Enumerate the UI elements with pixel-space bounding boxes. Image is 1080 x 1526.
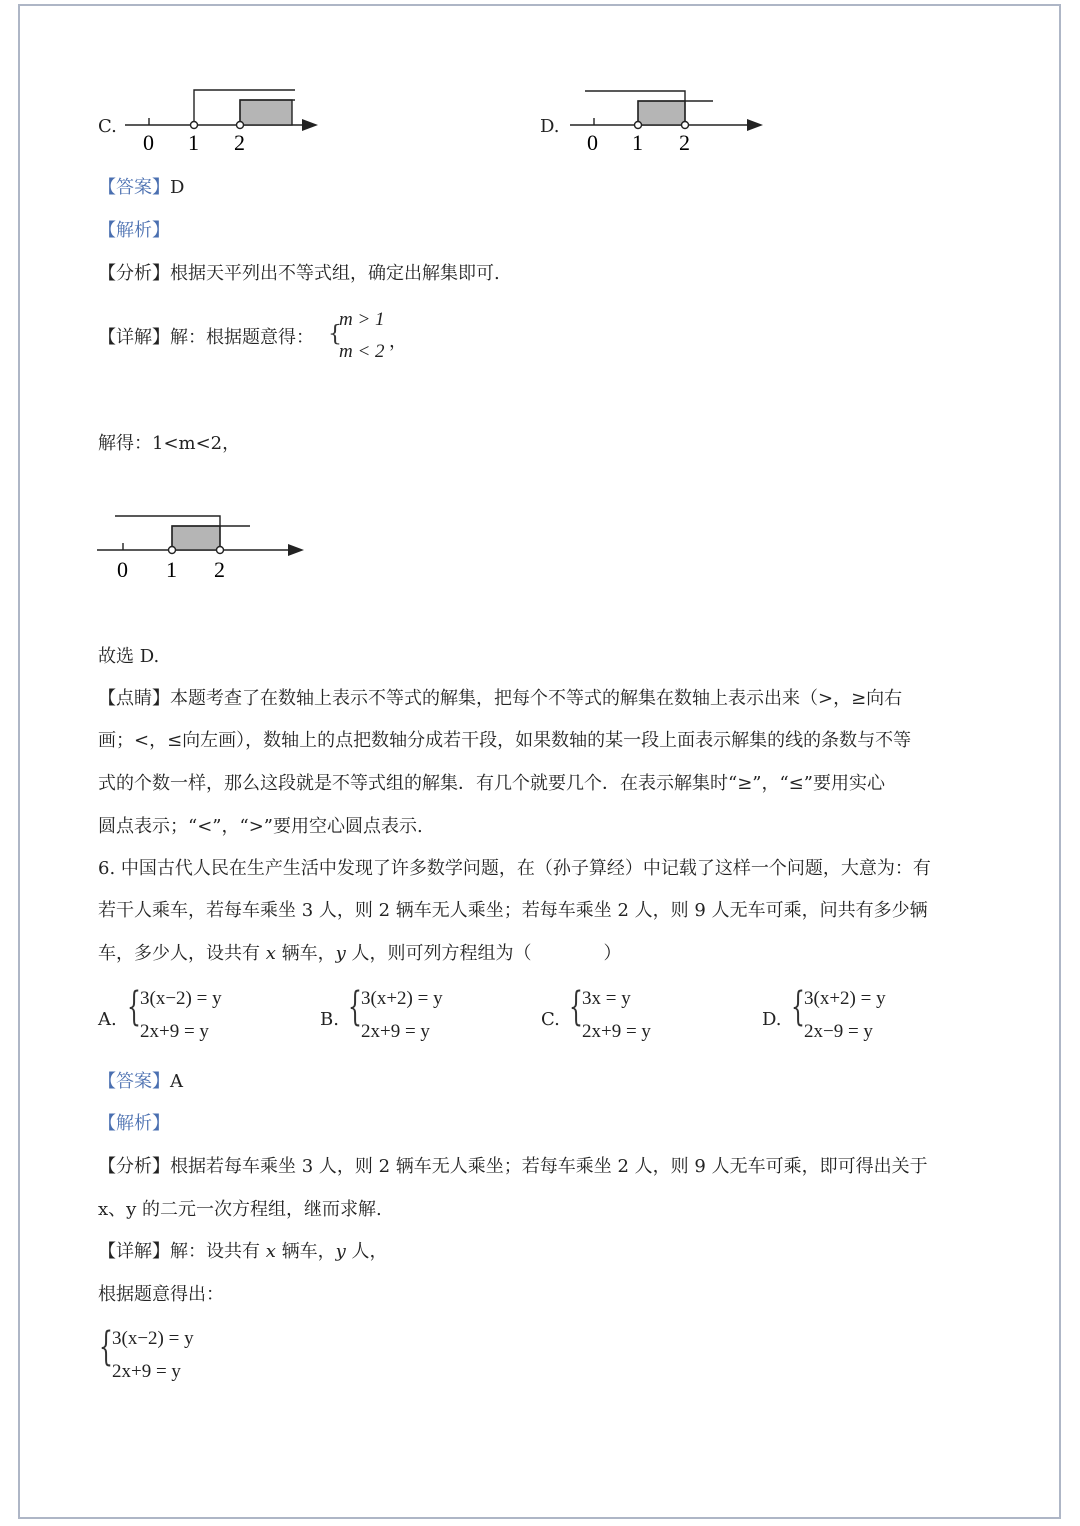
option-b-eq2: 2x+9 = y xyxy=(361,1021,430,1042)
dianjing-text: 本题考查了在数轴上表示不等式的解集，把每个不等式的解集在数轴上表示出来（>，≥向右 xyxy=(170,688,903,709)
q5-xiangjie xyxy=(98,326,314,350)
q6-stem-line-3 xyxy=(98,942,622,966)
q5-conclusion: 故选 D. xyxy=(98,646,160,667)
answer-tag: 【答案】 xyxy=(98,177,170,198)
option-d-brace: { xyxy=(791,984,805,1030)
tick-label: 2 xyxy=(214,557,225,582)
xiangjie-text: 人， xyxy=(345,1241,388,1262)
var-x: x xyxy=(265,943,276,964)
q6-stem-line-1: 6. 中国古代人民在生产生活中发现了许多数学问题，在（孙子算经）中记载了这样一个问题，大意为：有 xyxy=(98,858,931,879)
option-d-number-line xyxy=(565,80,775,160)
xiangjie-text: 解：设共有 xyxy=(170,1241,266,1262)
tick-label: 1 xyxy=(188,130,199,155)
q6-fenxi-line-2: x、y 的二元一次方程组，继而求解. xyxy=(98,1199,382,1220)
xiangjie-tag: 【详解】 xyxy=(98,1241,170,1262)
option-d-eq1: 3(x+2) = y xyxy=(804,988,886,1009)
final-eq1: 3(x−2) = y xyxy=(112,1328,194,1349)
answer-value: A xyxy=(170,1071,183,1092)
tick-label: 2 xyxy=(679,130,690,155)
q6-fenxi-line-1 xyxy=(98,1155,928,1179)
tick-label: 2 xyxy=(234,130,245,155)
option-a-eq1: 3(x−2) = y xyxy=(140,988,222,1009)
final-system-brace: { xyxy=(99,1324,113,1370)
option-c-eq1: 3x = y xyxy=(582,988,631,1009)
tick-label: 0 xyxy=(587,130,598,155)
xiangjie-text: 解：根据题意得： xyxy=(170,327,314,348)
q6-xiangjie xyxy=(98,1240,388,1264)
q5-answer xyxy=(98,176,184,200)
var-y: y xyxy=(335,1241,346,1262)
option-c-brace: { xyxy=(569,984,583,1030)
fenxi-text: 根据天平列出不等式组，确定出解集即可. xyxy=(170,263,500,284)
q5-dianjing-line-4: 圆点表示；“<”，“>”要用空心圆点表示. xyxy=(98,816,423,837)
q5-solve-text: 解得：1<m<2， xyxy=(98,433,241,454)
var-y: y xyxy=(335,943,346,964)
q6-answer xyxy=(98,1070,183,1094)
option-b-label: B. xyxy=(320,1009,339,1030)
var-x: x xyxy=(265,1241,276,1262)
q6-analysis-tag: 【解析】 xyxy=(98,1113,170,1134)
q6-stem-line-2: 若干人乘车，若每车乘坐 3 人，则 2 辆车无人乘坐；若每车乘坐 2 人，则 9 人无车可乘，问共有多少辆 xyxy=(98,900,928,921)
q5-dianjing-line-2: 画；<，≤向左画），数轴上的点把数轴分成若干段，如果数轴的某一段上面表示解集的线的条数与不等 xyxy=(98,730,912,751)
q5-analysis-tag: 【解析】 xyxy=(98,220,170,241)
option-b-eq1: 3(x+2) = y xyxy=(361,988,443,1009)
answer-value: D xyxy=(170,177,185,198)
option-a-label: A. xyxy=(98,1009,117,1030)
system-brace: { xyxy=(328,322,342,347)
tick-label: 1 xyxy=(632,130,643,155)
option-a-eq2: 2x+9 = y xyxy=(140,1021,209,1042)
q5-dianjing-line-1 xyxy=(98,687,902,711)
xiangjie-text: 辆车， xyxy=(275,1241,336,1262)
q5-dianjing-line-3: 式的个数一样，那么这段就是不等式组的解集．有几个就要几个．在表示解集时“≥”，“≤”要用实心 xyxy=(98,773,885,794)
dianjing-tag: 【点睛】 xyxy=(98,688,170,709)
q6-basis-text: 根据题意得出： xyxy=(98,1284,224,1305)
option-b-brace: { xyxy=(348,984,362,1030)
fenxi-tag: 【分析】 xyxy=(98,1156,170,1177)
option-c-label: C. xyxy=(98,116,117,137)
tick-label: 0 xyxy=(117,557,128,582)
option-d-label: D. xyxy=(540,116,560,137)
fenxi-tag: 【分析】 xyxy=(98,263,170,284)
option-d-label-q6: D. xyxy=(762,1009,782,1030)
tick-label: 1 xyxy=(166,557,177,582)
option-a-brace: { xyxy=(127,984,141,1030)
stem-text: 人，则可列方程组为（ ） xyxy=(345,943,622,964)
option-c-label-q6: C. xyxy=(541,1009,560,1030)
option-c-number-line xyxy=(120,80,330,160)
option-d-eq2: 2x−9 = y xyxy=(804,1021,873,1042)
final-eq2: 2x+9 = y xyxy=(112,1361,181,1382)
xiangjie-tag: 【详解】 xyxy=(98,327,170,348)
system-line-2: m < 2 xyxy=(339,341,385,362)
q5-fenxi xyxy=(98,262,500,286)
system-line-1: m > 1 xyxy=(339,309,385,330)
stem-text: 辆车， xyxy=(275,943,336,964)
stem-text: 车，多少人，设共有 xyxy=(98,943,266,964)
answer-tag: 【答案】 xyxy=(98,1071,170,1092)
solution-number-line xyxy=(92,505,312,587)
fenxi-text: 根据若每车乘坐 3 人，则 2 辆车无人乘坐；若每车乘坐 2 人，则 9 人无车可乘，即可得出关于 xyxy=(170,1156,928,1177)
option-c-eq2: 2x+9 = y xyxy=(582,1021,651,1042)
system-trail: ， xyxy=(389,331,407,352)
tick-label: 0 xyxy=(143,130,154,155)
